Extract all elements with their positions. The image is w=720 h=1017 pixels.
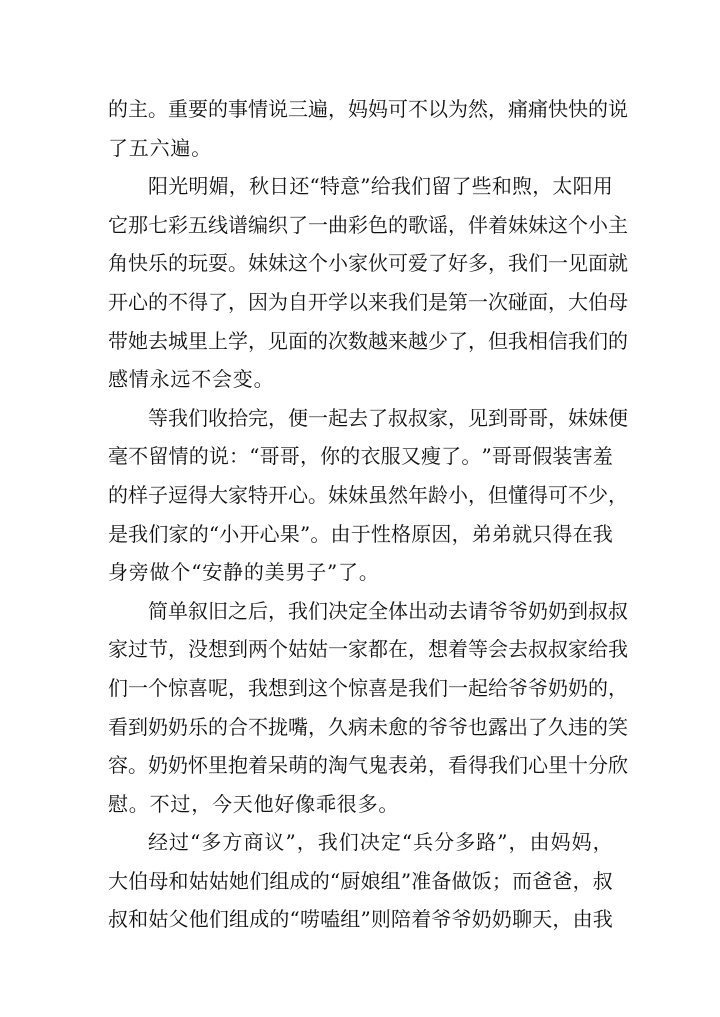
text-line: 的 主 。 重 要 的 事 情 说 三 遍 ， 妈 妈 可 不 以 为 然 ， 痛 痛 快 快 的 说: [108, 97, 628, 121]
document-body: [108, 90, 628, 939]
text-line: 了 五 六 遍 。: [108, 135, 212, 160]
paragraph: [108, 90, 628, 167]
text-line: 阳 光 明 媚 ， 秋 日 还 “ 特 意 ” 给 我 们 留 了 些 和 煦 ， 太 阳 用: [148, 174, 613, 199]
text-line: 经 过 “ 多 方 商 议 ” ， 我 们 决 定 “ 兵 分 多 路 ” ， 由 妈 妈 ，: [148, 830, 613, 855]
text-line: 大 伯 母 和 姑 姑 她 们 组 成 的 “ 厨 娘 组 ” 准 备 做 饭 ； 而 爸 爸 ， 叔: [108, 868, 613, 893]
text-line: 家 过 节 ， 没 想 到 两 个 姑 姑 一 家 都 在 ， 想 着 等 会 去 叔 叔 家 给 我: [108, 637, 628, 662]
paragraph: [108, 399, 628, 592]
paragraph: [108, 823, 613, 939]
text-line: 等 我 们 收 拾 完 ， 便 一 起 去 了 叔 叔 家 ， 见 到 哥 哥 ， 妹 妹 便: [148, 405, 628, 430]
text-line: 慰 。 不 过 ， 今 天 他 好 像 乖 很 多 。: [108, 791, 399, 816]
text-line: 它 那 七 彩 五 线 谱 编 织 了 一 曲 彩 色 的 歌 谣 ， 伴 着 妹 妹 这 个 小 主: [108, 212, 628, 237]
paragraph: [108, 167, 628, 399]
text-line: 简 单 叙 旧 之 后 ， 我 们 决 定 全 体 出 动 去 请 爷 爷 奶 奶 到 叔 叔: [148, 598, 628, 623]
text-line: 容 。 奶 奶 怀 里 抱 着 呆 萌 的 淘 气 鬼 表 弟 ， 看 得 我 们 心 里 十 分 欣: [108, 753, 628, 778]
text-line: 开 心 的 不 得 了 ， 因 为 自 开 学 以 来 我 们 是 第 一 次 碰 面 ， 大 伯 母: [108, 289, 628, 314]
text-line: 的 样 子 逗 得 大 家 特 开 心 。 妹 妹 虽 然 年 龄 小 ， 但 懂 得 可 不 少 ，: [108, 482, 628, 507]
text-line: 毫 不 留 情 的 说 ： “ 哥 哥 ， 你 的 衣 服 又 瘦 了 。 ” 哥 哥 假 装 害 羞: [108, 444, 613, 469]
text-line: 们 一 个 惊 喜 呢 ， 我 想 到 这 个 惊 喜 是 我 们 一 起 给 爷 爷 奶 奶 的 ，: [108, 675, 628, 700]
text-line: 带 她 去 城 里 上 学 ， 见 面 的 次 数 越 来 越 少 了 ， 但 我 相 信 我 们 的: [108, 328, 628, 353]
text-line: 叔 和 姑 父 他 们 组 成 的 “ 唠 嗑 组 ” 则 陪 着 爷 爷 奶 奶 聊 天 ， 由 我: [108, 907, 613, 932]
text-line: 身 旁 做 个 “ 安 静 的 美 男 子 ” 了 。: [108, 560, 379, 585]
text-line: 角 快 乐 的 玩 耍 。 妹 妹 这 个 小 家 伙 可 爱 了 好 多 ， 我 们 一 见 面 就: [108, 251, 628, 276]
text-line: 是 我 们 家 的 “ 小 开 心 果 ” 。 由 于 性 格 原 因 ， 弟 弟 就 只 得 在 我: [108, 521, 613, 546]
text-line: 看 到 奶 奶 乐 的 合 不 拢 嘴 ， 久 病 未 愈 的 爷 爷 也 露 出 了 久 违 的 笑: [108, 714, 628, 739]
paragraph: [108, 592, 628, 824]
text-line: 感 情 永 远 不 会 变 。: [108, 367, 274, 392]
